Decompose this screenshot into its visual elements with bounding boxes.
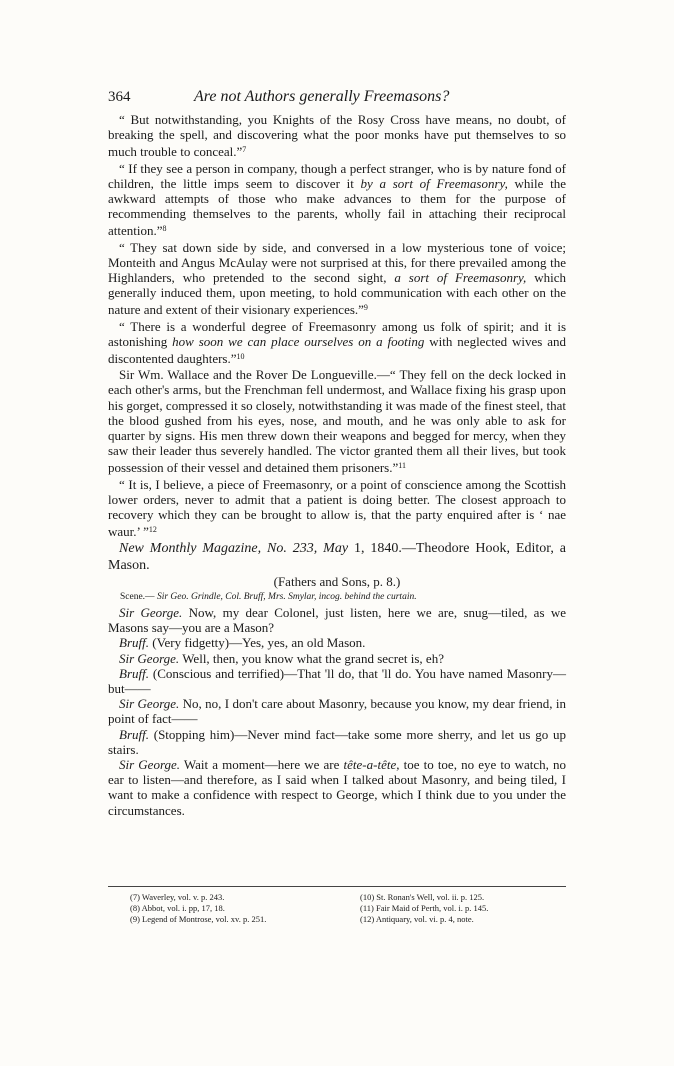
footnote-ref: 9 <box>363 303 368 313</box>
page-body <box>108 112 566 818</box>
dialogue-line: Bruff. (Stopping him)—Never mind fact—take some more sherry, and let us go up stairs. <box>108 726 566 757</box>
source-title: (Fathers and Sons, p. 8.) <box>273 574 401 590</box>
paragraph: Sir Wm. Wallace and the Rover De Longueville.—“ They fell on the deck locked in each other's arms, but the Frenchman fell undermost, and Wallace fixing his grasp upon his gorget, compressed it so closely, notwithstanding it was made of the finest steel, that the blood gushed from his eyes, nose, and mouth, and he was only able to ask for quarter by signs. His men threw down their weapons and begged for mercy, when they saw their leader thus severely handled. The victor granted them all their lives, but took possession of their vessel and detained them prisoners.”$^{11}$ <box>108 367 566 476</box>
footnote: (9) Legend of Montrose, vol. xv. p. 251. <box>130 914 267 924</box>
scene-direction: Scene.— Sir Geo. Grindle, Col. Bruff, Mrs. Smylar, incog. behind the curtain. <box>120 591 417 602</box>
paragraph: “ It is, I believe, a piece of Freemasonry, or a point of conscience among the Scottish lower orders, never to admit that a patient is doing better. The closest approach to recovery which they can be brought to allow is, that the party enquired after is ‘ nae waur.’ ”$^{12}$ <box>108 476 566 540</box>
dialogue-line: Sir George. No, no, I don't care about Masonry, because you know, my dear friend, in point of fact—— <box>108 696 566 727</box>
footnote-ref: 12 <box>148 525 157 535</box>
footnote: (12) Antiquary, vol. vi. p. 4, note. <box>360 914 474 924</box>
footnote-ref: 8 <box>162 224 167 234</box>
dialogue-line: Sir George. Well, then, you know what the grand secret is, eh? <box>119 650 444 666</box>
footnote-ref: 10 <box>236 352 245 362</box>
dialogue-line: Bruff. (Very fidgetty)—Yes, yes, an old Mason. <box>119 635 366 651</box>
footnote: (10) St. Ronan's Well, vol. ii. p. 125. <box>360 892 485 902</box>
footnote-divider <box>108 886 566 887</box>
dialogue-line: Bruff. (Conscious and terrified)—That 'll do, that 'll do. You have named Masonry—but—— <box>108 665 566 696</box>
citation: New Monthly Magazine, No. 233, May 1, 1840.—Theodore Hook, Editor, a Mason. <box>108 541 566 574</box>
footnote-ref: 11 <box>398 461 406 471</box>
footnote: (7) Waverley, vol. v. p. 243. <box>130 892 225 902</box>
paragraph: “ There is a wonderful degree of Freemasonry among us folk of spirit; and it is astonishing how soon we can place ourselves on a footing with neglected wives and discontented daughters.”$^{10}$ <box>108 318 567 367</box>
page-number: 364 <box>108 89 131 105</box>
running-title: Are not Authors generally Freemasons? <box>194 88 450 105</box>
footnote-ref: 7 <box>242 145 247 155</box>
dialogue-line: Sir George. Wait a moment—here we are tête-a-tête, toe to toe, no eye to watch, no ear to listen—and therefore, as I said when I talked about Masonry, and being tiled, I want to make a confidence with respect to George, which I think due to you under the circumstances. <box>108 756 566 818</box>
paragraph: “ They sat down side by side, and conversed in a low mysterious tone of voice; Monteith and Angus McAulay were not surprised at this, for there prevailed among the Highlanders, who pretended to the second sight, a sort of Freemasonry, which generally induced them, upon meeting, to hold communication with each other on the nature and extent of their visionary experiences.”$^9$ <box>108 239 566 318</box>
footnote: (8) Abbot, vol. i. pp, 17, 18. <box>130 903 225 913</box>
paragraph: “ If they see a person in company, though a perfect stranger, who is by nature fond of children, the little imps seem to discover it by a sort of Freemasonry, while the awkward attempts of those who make advances to them for the purpose of recommending themselves to the parents, wholly fail in attaching their reciprocal attention.”$^8$ <box>108 160 566 239</box>
footnotes <box>130 892 560 925</box>
paragraph: “ But notwithstanding, you Knights of the Rosy Cross have means, no doubt, of breaking the spell, and discovering what the poor monks have put themselves to so much trouble to conceal.”$^7$ <box>108 112 566 160</box>
footnote: (11) Fair Maid of Perth, vol. i. p. 145. <box>360 903 489 913</box>
dialogue-line: Sir George. Now, my dear Colonel, just listen, here we are, snug—tiled, as we Masons say—you are a Mason? <box>108 604 566 636</box>
